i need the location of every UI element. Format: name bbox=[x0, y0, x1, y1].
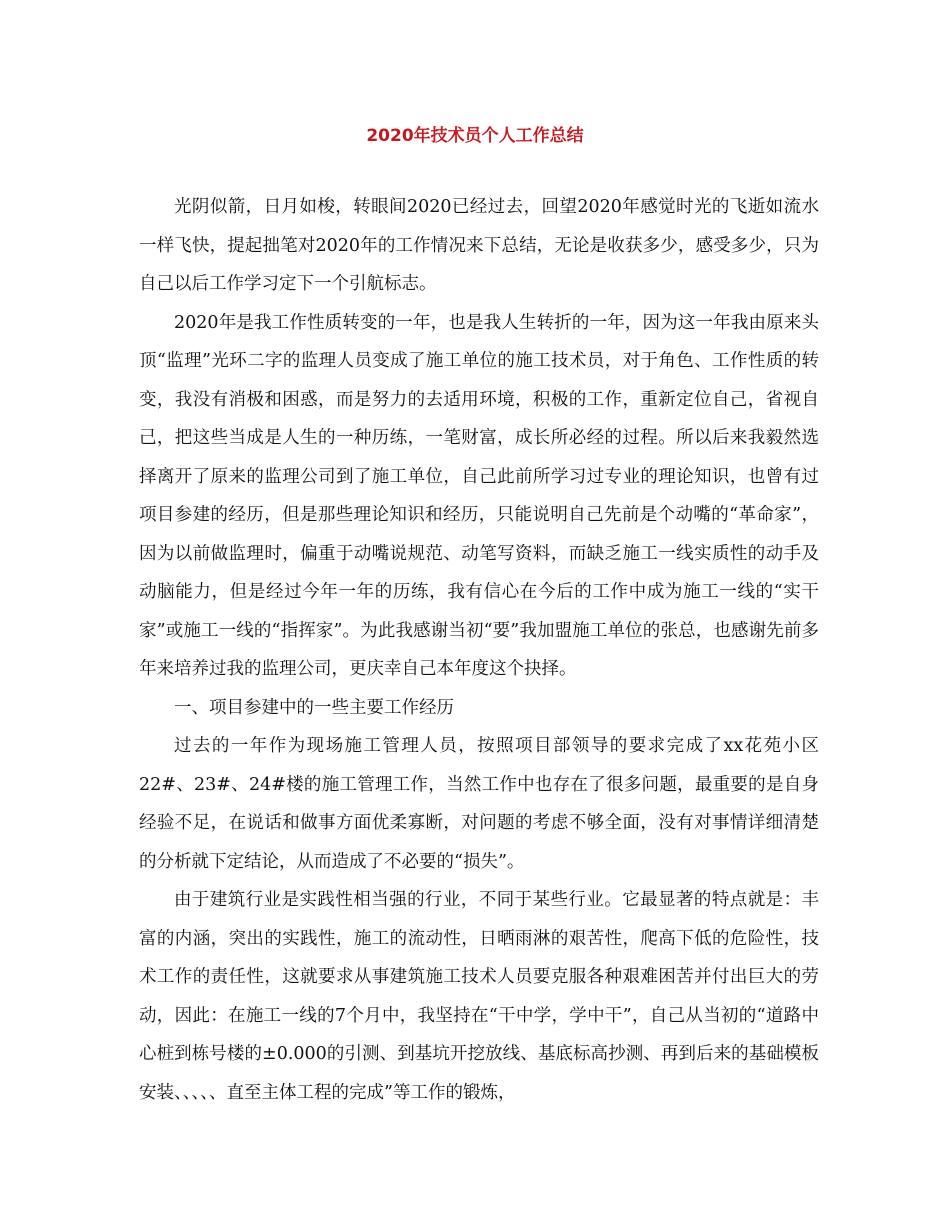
paragraph-construction-industry: 由于建筑行业是实践性相当强的行业，不同于某些行业。它最显著的特点就是：丰富的内涵，突出的实践性，施工的流动性，日晒雨淋的艰苦性，爬高下低的危险性，技术工作的责任性，这就要求从事建筑施工技术人员要克服各种艰难困苦并付出巨大的劳动，因此：在施工一线的7个月中，我坚持在“干中学，学中干”，自己从当初的“道路中心桩到栋号楼的±0.000的引测、到基坑开挖放线、基底标高抄测、再到后来的基础模板安装、、、、、直至主体工程的完成”等工作的锻炼， bbox=[139, 890, 819, 1103]
section-heading-work-experience: 一、项目参建中的一些主要工作经历 bbox=[174, 697, 454, 718]
document-body bbox=[139, 188, 819, 1112]
paragraph-project-management: 过去的一年作为现场施工管理人员，按照项目部领导的要求完成了xx花苑小区22#、23#、24#楼的施工管理工作，当然工作中也存在了很多问题，最重要的是自身经验不足，在说话和做事方面优柔寡断，对问题的考虑不够全面，没有对事情详细清楚的分析就下定结论，从而造成了不必要的“损失”。 bbox=[139, 736, 819, 872]
document-title: 2020年技术员个人工作总结 bbox=[366, 126, 584, 146]
paragraph-intro: 光阴似箭，日月如梭，转眼间2020已经过去，回望2020年感觉时光的飞逝如流水一样飞快，提起拙笔对2020年的工作情况来下总结，无论是收获多少，感受多少，只为自己以后工作学习定下一个引航标志。 bbox=[139, 197, 819, 294]
paragraph-career-change: 2020年是我工作性质转变的一年，也是我人生转折的一年，因为这一年我由原来头顶“监理”光环二字的监理人员变成了施工单位的施工技术员，对于角色、工作性质的转变，我没有消极和困惑，而是努力的去适用环境，积极的工作，重新定位自己，省视自己，把这些当成是人生的一种历练，一笔财富，成长所必经的过程。所以后来我毅然选择离开了原来的监理公司到了施工单位，自己此前所学习过专业的理论知识，也曾有过项目参建的经历，但是那些理论知识和经历，只能说明自己先前是个动嘴的“革命家”，因为以前做监理时，偏重于动嘴说规范、动笔写资料，而缺乏施工一线实质性的动手及动脑能力，但是经过今年一年的历练，我有信心在今后的工作中成为施工一线的“实干家”或施工一线的“指挥家”。为此我感谢当初“要”我加盟施工单位的张总，也感谢先前多年来培养过我的监理公司，更庆幸自己本年度这个抉择。 bbox=[139, 312, 819, 679]
